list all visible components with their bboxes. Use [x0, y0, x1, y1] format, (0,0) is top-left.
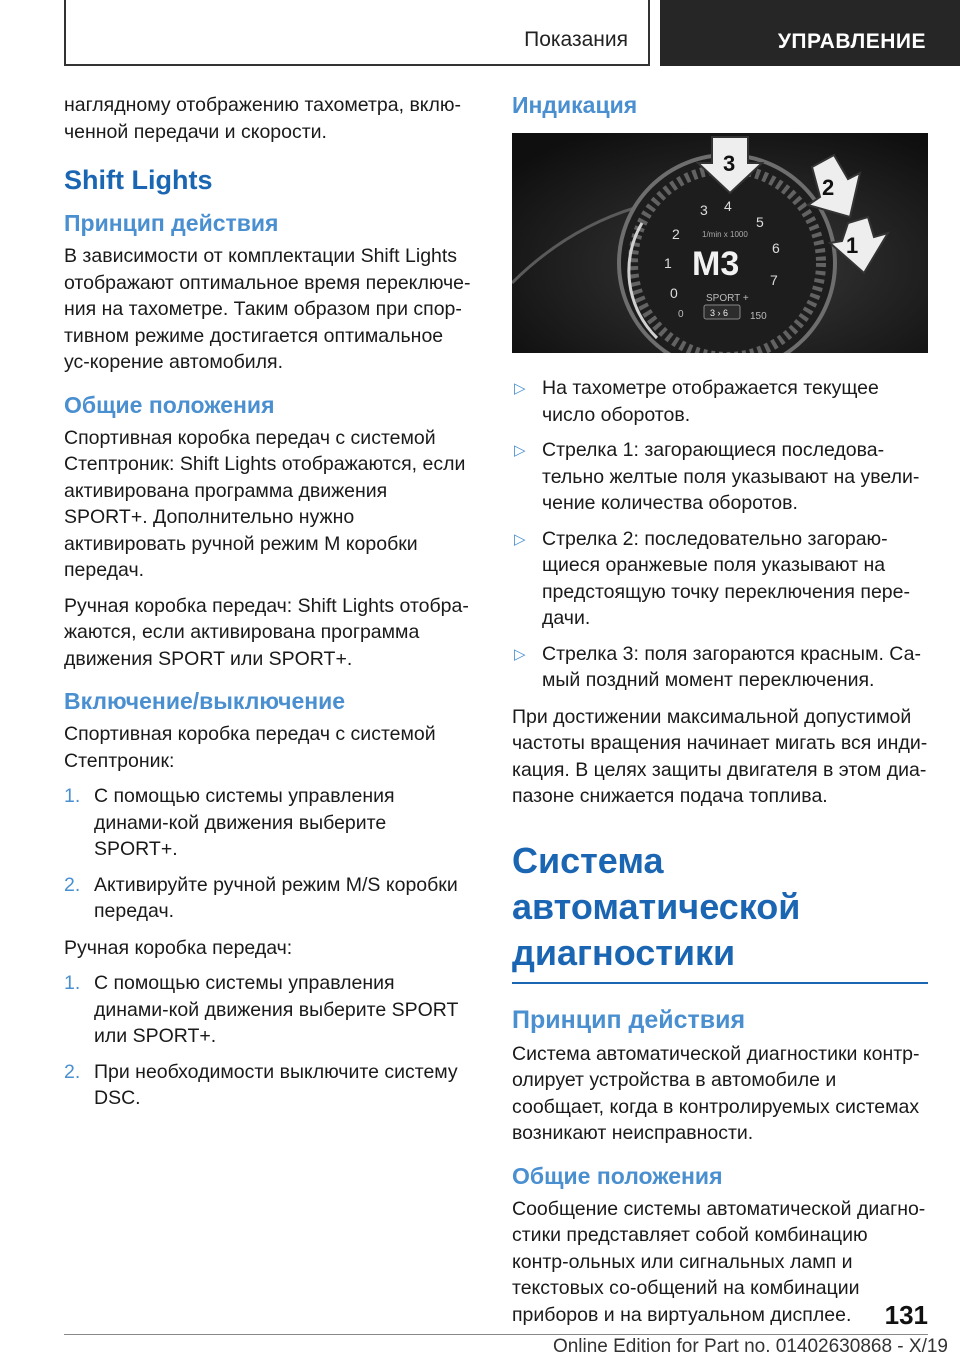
tick-label: 6 — [772, 240, 780, 256]
tick-label: 0 — [670, 285, 678, 301]
triangle-bullet-icon: ▷ — [514, 380, 526, 397]
footer-edition: Online Edition for Part no. 01402630868 - X/19 — [552, 1336, 948, 1357]
diag-general-paragraph: Сообщение системы автоматической диагно-стики представляет собой комбинацию контр-ольных или сигнальных ламп и текстовых со-общений на комбинации приборов и на виртуальном дисплее. — [512, 1197, 926, 1326]
footer-divider — [64, 1334, 928, 1335]
shift-lights-title: Shift Lights — [64, 165, 213, 195]
onoff-paragraph-2: Ручная коробка передач: — [64, 936, 293, 959]
indication-bullets — [512, 375, 928, 694]
onoff-heading: Включение/выключение — [64, 688, 346, 714]
list-item: 1. С помощью системы управления динами-кой движения выберите SPORT или SPORT+. — [64, 972, 459, 1047]
triangle-bullet-icon: ▷ — [514, 645, 526, 663]
tachometer-figure — [512, 133, 928, 353]
diagnostics-title: Система автоматической диагностики — [512, 838, 928, 984]
list-item: ▷ Стрелка 3: поля загораются красным. Са-мый поздний момент переключения. — [514, 642, 921, 691]
onoff-paragraph-1: Спортивная коробка передач с системой Стептроник: — [64, 723, 436, 772]
mode-label: SPORT + — [706, 293, 749, 304]
page-number: 131 — [884, 1300, 928, 1330]
gauge-unit: 1/min x 1000 — [702, 230, 748, 239]
gear-hint: 3 › 6 — [710, 308, 729, 318]
indication-paragraph: При достижении максимальной допустимой частоты вращения начинает мигать вся инди-кация. В целях защиты двигателя в этом диа-пазоне снижается подача топлива. — [512, 705, 928, 807]
diag-principle-heading: Принцип действия — [512, 1005, 746, 1034]
general-heading: Общие положения — [64, 391, 275, 418]
indication-heading: Индикация — [512, 92, 638, 118]
list-item: 2. Активируйте ручной режим M/S коробки передач. — [64, 873, 458, 922]
tick-label: 1 — [664, 255, 672, 271]
tick-label: 7 — [770, 272, 778, 288]
svg-text:2: 2 — [822, 175, 835, 200]
principle-heading: Принцип действия — [64, 210, 279, 236]
tick-label: 2 — [672, 226, 680, 242]
left-column — [64, 92, 474, 1122]
steps-list-1 — [64, 783, 474, 925]
tick-label: 4 — [724, 198, 732, 214]
diag-general-heading: Общие положения — [512, 1162, 723, 1189]
list-item: ▷ На тахометре отображается текущее число оборотов. — [514, 377, 879, 426]
general-paragraph-2: Ручная коробка передач: Shift Lights отобра-жаются, если активирована программа движения SPORT или SPORT+. — [64, 594, 469, 670]
list-item: ▷ Стрелка 1: загорающиеся последова-тельно желтые поля указывают на увели-чение количества оборотов. — [514, 439, 920, 514]
diag-principle-paragraph: Система автоматической диагностики контр-олирует устройства в автомобиле и сообщает, когда в контролируемых системах возникают неисправности. — [512, 1042, 920, 1144]
principle-paragraph: В зависимости от комплектации Shift Lights отображают оптимальное время переключе-ния на тахометре. Таким образом при спор-тивном режиме достигается оптимальное ус-корение автомобиля. — [64, 245, 471, 373]
gear-indicator: M3 — [692, 245, 740, 283]
svg-text:1: 1 — [846, 233, 859, 258]
right-column — [512, 92, 928, 1337]
triangle-bullet-icon: ▷ — [514, 442, 526, 459]
header-chapter-tab — [660, 0, 960, 66]
triangle-bullet-icon: ▷ — [514, 530, 526, 548]
tick-label: 3 — [700, 202, 708, 218]
header-section-tab — [64, 0, 650, 66]
header-section-label: Показания — [524, 28, 628, 51]
tachometer-illustration — [512, 133, 928, 353]
list-item: 1. С помощью системы управления динами-кой движения выберите SPORT+. — [64, 785, 395, 860]
list-item: ▷ Стрелка 2: последовательно загораю-щиеся оранжевые поля указывают на предстоящую точку переключения пере-дачи. — [514, 527, 910, 629]
speed-min-label: 0 — [678, 309, 684, 320]
general-paragraph-1: Спортивная коробка передач с системой Стептроник: Shift Lights отображаются, если активирована программа движения SPORT+. Дополнительно нужно активировать ручной режим M коробки передач. — [64, 426, 466, 581]
header-chapter-label: УПРАВЛЕНИЕ — [777, 30, 926, 53]
list-item: 2. При необходимости выключите систему DSC. — [64, 1060, 458, 1109]
svg-text:3: 3 — [723, 151, 736, 176]
tick-label: 5 — [756, 214, 764, 230]
intro-paragraph: наглядному отображению тахометра, вклю-ченной передачи и скорости. — [64, 94, 462, 143]
speed-max-label: 150 — [750, 311, 767, 322]
steps-list-2 — [64, 970, 474, 1112]
